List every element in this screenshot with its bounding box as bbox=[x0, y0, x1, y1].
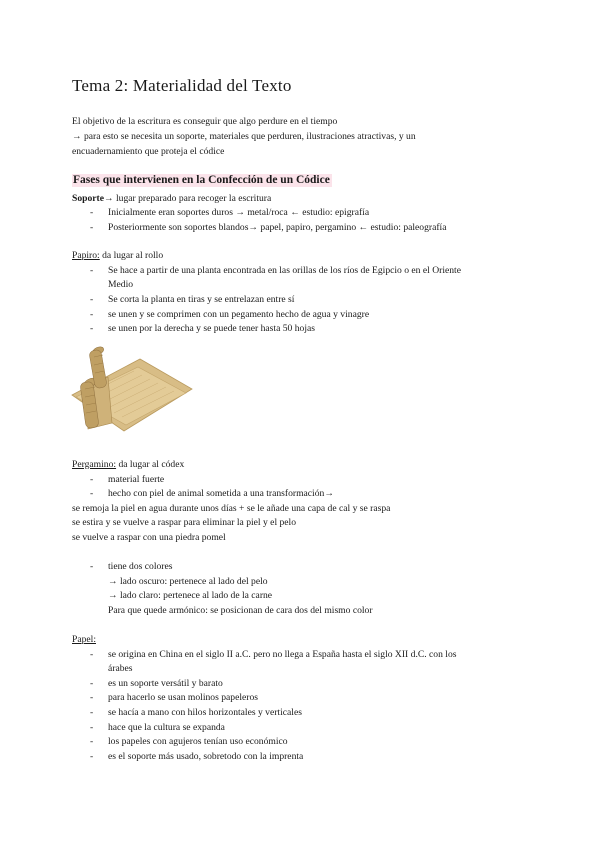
sub-item: → lado oscuro: pertenece al lado del pelo bbox=[108, 576, 268, 587]
list-item-continuation: Medio bbox=[108, 279, 134, 290]
process-line: se remoja la piel en agua durante unos días + se le añade una capa de cal y se raspa bbox=[72, 503, 391, 514]
list-item: se unen por la derecha y se puede tener hasta 50 hojas bbox=[108, 323, 315, 334]
section-title: Fases que intervienen en la Confección de un Códice bbox=[73, 174, 330, 186]
process-line: se vuelve a raspar con una piedra pomel bbox=[72, 532, 226, 543]
intro-line: El objetivo de la escritura es conseguir que algo perdure en el tiempo bbox=[72, 116, 338, 127]
bullet-marker: - bbox=[90, 309, 94, 320]
soporte-def: → lugar preparado para recoger la escritura bbox=[103, 193, 272, 204]
papyrus-rolls-image bbox=[68, 337, 196, 441]
list-item: para hacerlo se usan molinos papeleros bbox=[108, 692, 258, 703]
bullet-marker: - bbox=[90, 722, 94, 733]
list-item: Se hace a partir de una planta encontrada en las orillas de los ríos de Egipcio o en el Oriente bbox=[108, 265, 461, 276]
list-item: se hacía a mano con hilos horizontales y verticales bbox=[108, 707, 302, 718]
bullet-marker: - bbox=[90, 678, 94, 689]
pergamino-def: da lugar al códex bbox=[116, 459, 185, 470]
list-item: tiene dos colores bbox=[108, 561, 173, 572]
sub-item: → lado claro: pertenece al lado de la carne bbox=[108, 590, 273, 601]
list-item: hace que la cultura se expanda bbox=[108, 722, 225, 733]
list-item: Se corta la planta en tiras y se entrelazan entre sí bbox=[108, 294, 295, 305]
bullet-marker: - bbox=[90, 649, 94, 660]
bullet-marker: - bbox=[90, 294, 94, 305]
soporte-definition bbox=[72, 193, 271, 204]
bullet-marker: - bbox=[90, 265, 94, 276]
bullet-marker: - bbox=[90, 323, 94, 334]
papiro-term: Papiro: bbox=[72, 250, 100, 261]
list-item: se unen y se comprimen con un pegamento hecho de agua y vinagre bbox=[108, 309, 370, 320]
intro-line: → para esto se necesita un soporte, materiales que perduren, ilustraciones atractivas, y un bbox=[72, 131, 416, 142]
bullet-marker: - bbox=[90, 488, 94, 499]
bullet-marker: - bbox=[90, 751, 94, 762]
soporte-term: Soporte bbox=[72, 193, 104, 204]
papiro-definition bbox=[72, 250, 163, 261]
bullet-marker: - bbox=[90, 707, 94, 718]
sub-item: Para que quede armónico: se posicionan de cara dos del mismo color bbox=[108, 605, 373, 616]
bullet-marker: - bbox=[90, 474, 94, 485]
bullet-marker: - bbox=[90, 736, 94, 747]
list-item: Posteriormente son soportes blandos→ papel, papiro, pergamino ← estudio: paleografía bbox=[108, 222, 447, 233]
list-item: se origina en China en el siglo II a.C. pero no llega a España hasta el siglo XII d.C. con los bbox=[108, 649, 457, 660]
bullet-marker: - bbox=[90, 207, 94, 218]
papel-term: Papel: bbox=[72, 634, 96, 645]
intro-line: encuadernamiento que proteja el códice bbox=[72, 146, 225, 157]
list-item: material fuerte bbox=[108, 474, 165, 485]
list-item: hecho con piel de animal sometida a una transformación→ bbox=[108, 488, 334, 499]
pergamino-term: Pergamino: bbox=[72, 459, 117, 470]
bullet-marker: - bbox=[90, 222, 94, 233]
list-item: Inicialmente eran soportes duros → metal/roca ← estudio: epigrafía bbox=[108, 207, 370, 218]
list-item: es el soporte más usado, sobretodo con la imprenta bbox=[108, 751, 304, 762]
list-item-continuation: árabes bbox=[108, 663, 133, 674]
list-item: los papeles con agujeros tenían uso económico bbox=[108, 736, 288, 747]
page-title: Tema 2: Materialidad del Texto bbox=[72, 76, 292, 95]
papiro-def: da lugar al rollo bbox=[99, 250, 164, 261]
list-item: es un soporte versátil y barato bbox=[108, 678, 223, 689]
bullet-marker: - bbox=[90, 692, 94, 703]
bullet-marker: - bbox=[90, 561, 94, 572]
process-line: se estira y se vuelve a raspar para eliminar la piel y el pelo bbox=[72, 517, 297, 528]
pergamino-definition bbox=[72, 459, 184, 470]
